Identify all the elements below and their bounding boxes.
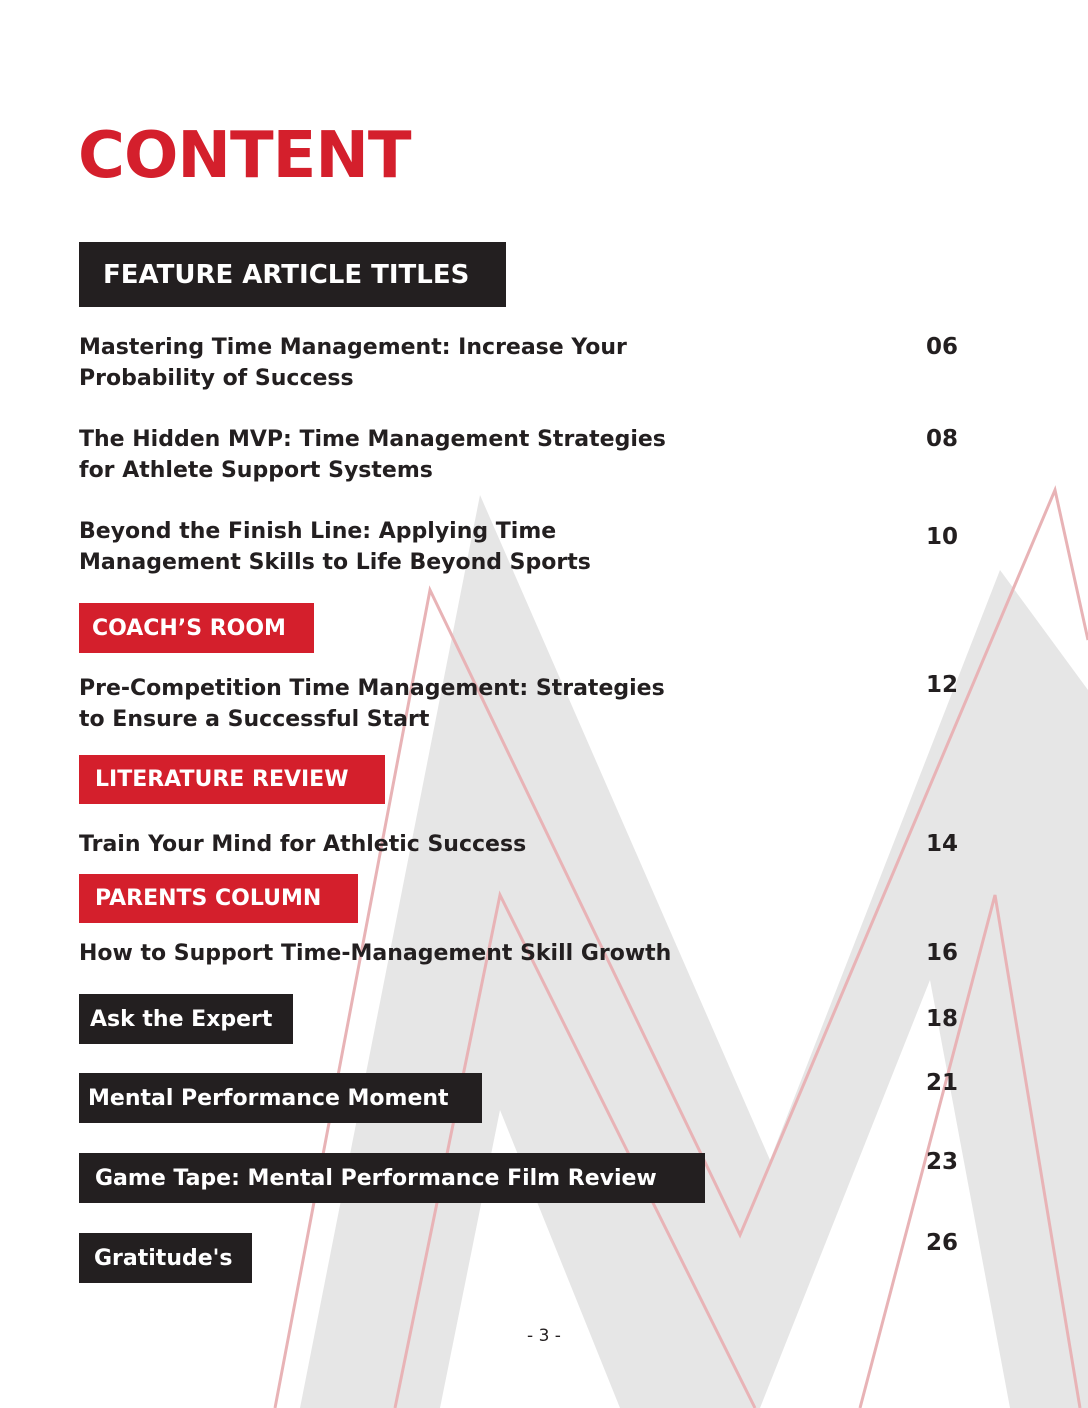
section-header-mental-performance-moment[interactable]: Mental Performance Moment [79,1073,482,1123]
toc-page-number: 14 [926,831,959,857]
section-header-game-tape[interactable]: Game Tape: Mental Performance Film Review [79,1153,705,1203]
toc-entry-title-line: Mastering Time Management: Increase Your [79,335,627,360]
toc-page-number: 12 [926,672,959,698]
toc-entry-title-line: Management Skills to Life Beyond Sports [79,550,591,575]
section-header-literature-review: LITERATURE REVIEW [79,755,385,804]
section-header-parents-column: PARENTS COLUMN [79,874,358,923]
toc-entry-title-line: Pre-Competition Time Management: Strategies [79,676,665,701]
toc-page-number: 08 [926,426,959,452]
toc-entry-title[interactable] [79,332,627,394]
toc-entry-title[interactable] [79,673,665,735]
section-header-coachs-room: COACH’S ROOM [79,603,314,653]
page-number-footer: - 3 - [527,1326,561,1346]
toc-page-number: 21 [926,1070,959,1096]
toc-page-number: 26 [926,1230,959,1256]
toc-entry-title[interactable] [79,424,666,486]
toc-page-number: 18 [926,1006,959,1032]
toc-entry-title-line: Probability of Success [79,366,354,391]
page-title: CONTENT [78,119,411,193]
toc-page-number: 23 [926,1149,959,1175]
toc-entry-title-line: Beyond the Finish Line: Applying Time [79,519,557,544]
toc-entry-title[interactable]: How to Support Time-Management Skill Growth [79,941,672,966]
toc-entry-title[interactable] [79,516,591,578]
toc-page-number: 16 [926,940,959,966]
toc-page-number: 10 [926,524,959,550]
toc-entry-title-line: to Ensure a Successful Start [79,707,430,732]
section-header-ask-the-expert[interactable]: Ask the Expert [79,994,293,1044]
section-header-gratitudes[interactable]: Gratitude's [79,1233,252,1283]
toc-entry-title-line: The Hidden MVP: Time Management Strategies [79,427,666,452]
section-header-feature-articles: FEATURE ARTICLE TITLES [79,242,506,307]
toc-page-number: 06 [926,334,959,360]
toc-entry-title-line: for Athlete Support Systems [79,458,433,483]
toc-entry-title[interactable]: Train Your Mind for Athletic Success [79,832,527,857]
